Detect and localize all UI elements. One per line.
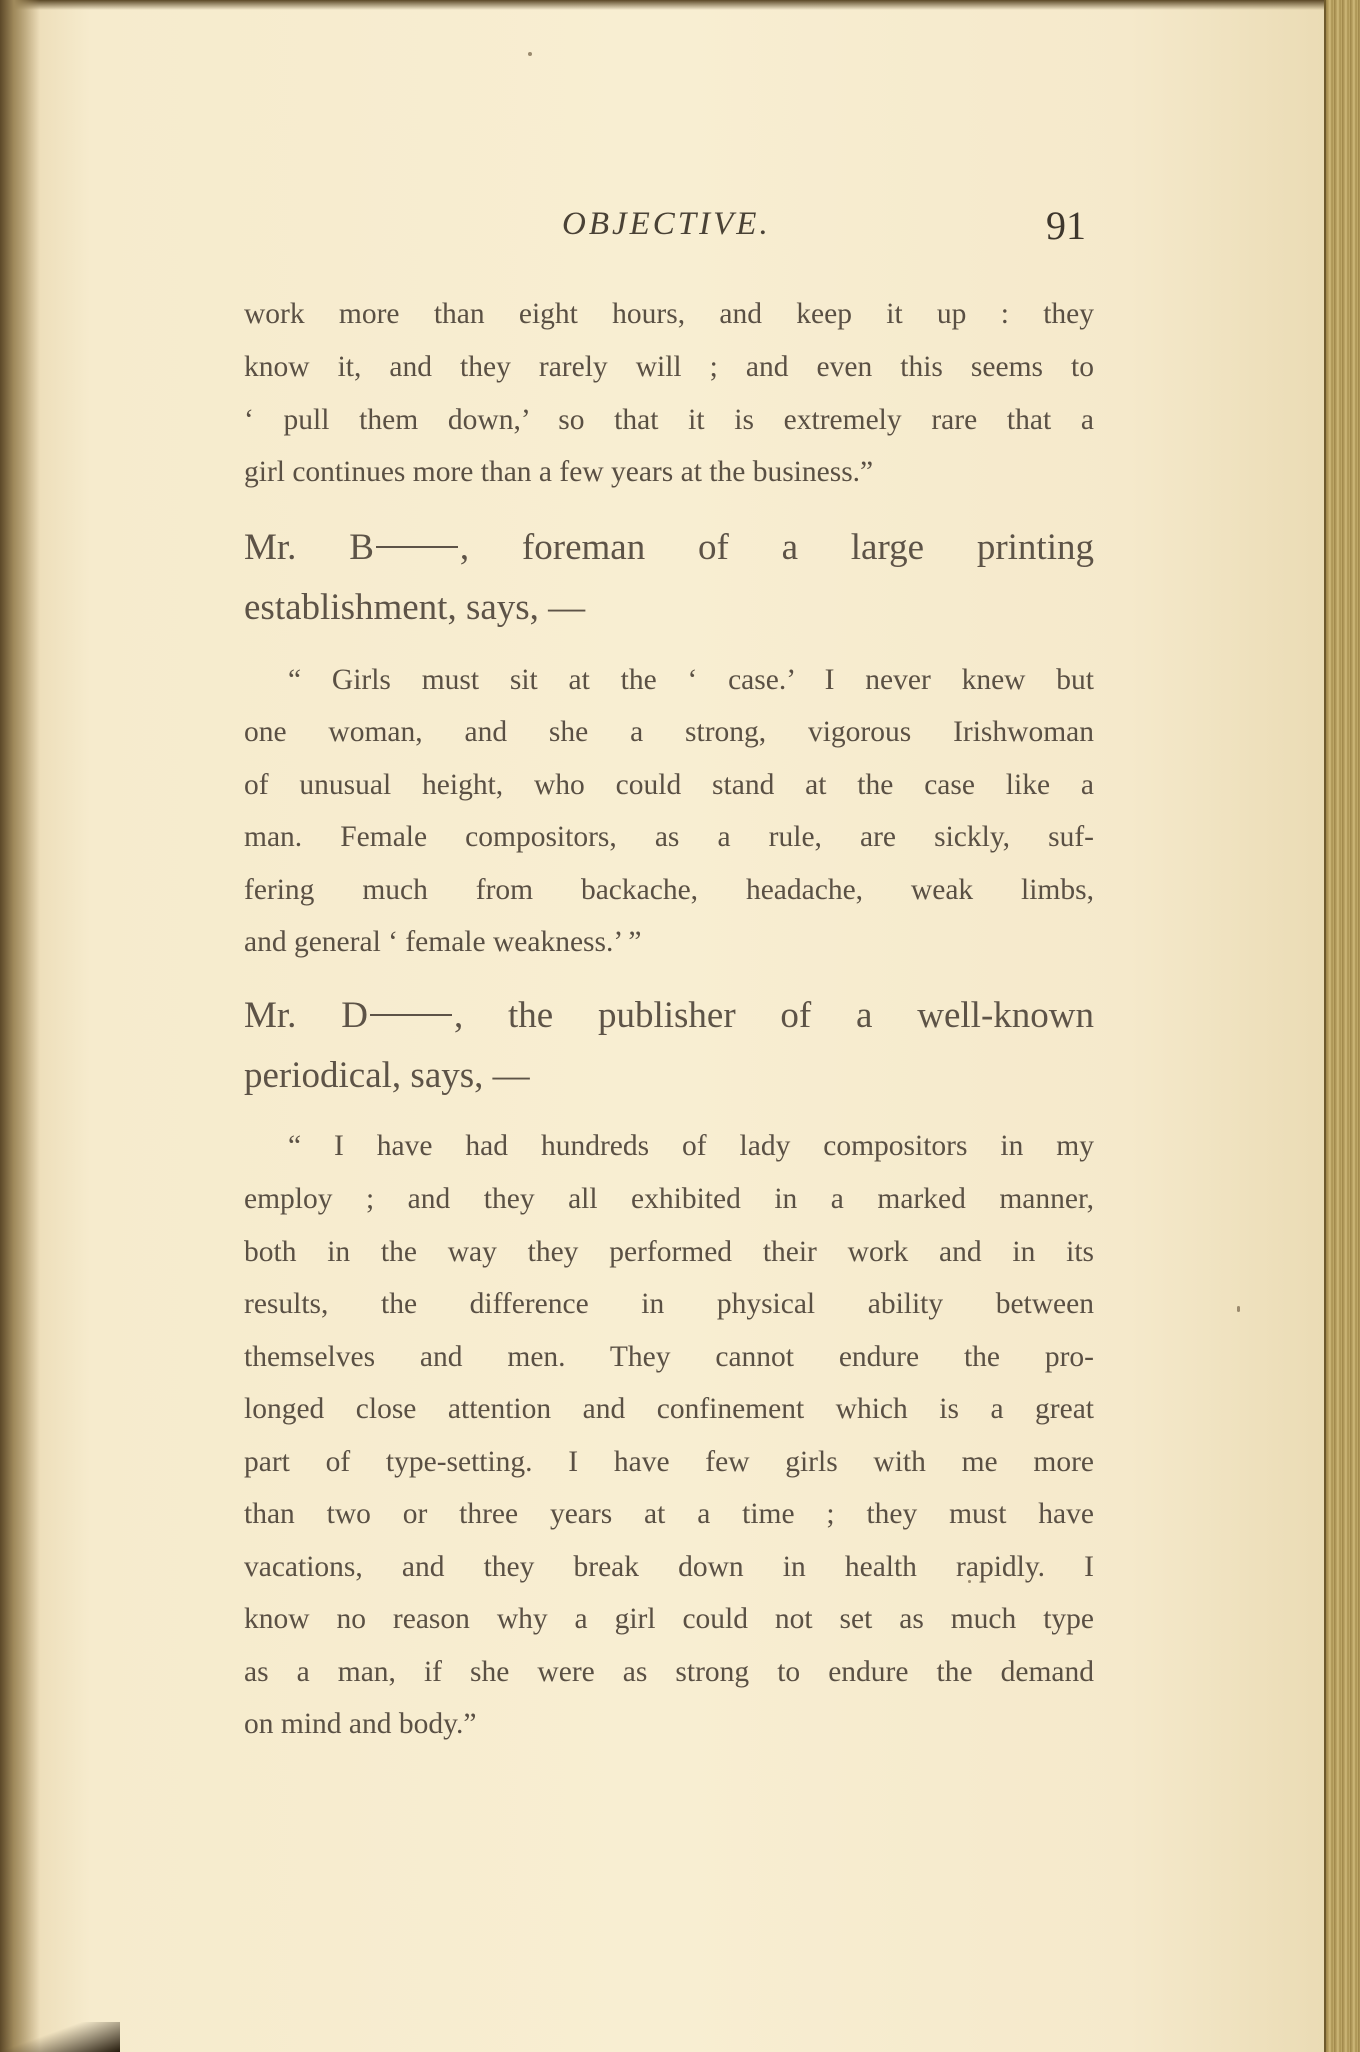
quote-line: longed close attention and confinement which is a great <box>244 1393 1094 1425</box>
speaker-intro-d-line2: periodical, says, — <box>244 1055 530 1096</box>
quote-line: as a man, if she were as strong to endure the demand <box>244 1656 1094 1688</box>
page-gutter <box>0 0 40 2052</box>
quote-line: on mind and body.” <box>244 1708 477 1740</box>
quote-line: one woman, and she a strong, vigorous Irishwoman <box>244 716 1094 748</box>
page-number: 91 <box>1046 203 1086 248</box>
book-page-edges <box>1324 0 1360 2052</box>
quote-line: know no reason why a girl could not set as much type <box>244 1603 1094 1635</box>
quote-line: of unusual height, who could stand at the case like a <box>244 769 1094 801</box>
page-top-shadow <box>0 0 1330 10</box>
quote-line: fering much from backache, headache, weak limbs, <box>244 874 1094 906</box>
quote-line: man. Female compositors, as a rule, are sickly, suf- <box>244 821 1094 853</box>
quote-line: and general ‘ female weakness.’ ” <box>244 926 642 958</box>
speaker-intro-b <box>244 522 1094 574</box>
speaker-intro-d <box>244 990 1094 1042</box>
speaker-name: Mr. D <box>244 995 368 1036</box>
paper-speck <box>528 52 532 56</box>
speaker-intro-b-line2: establishment, says, — <box>244 587 586 628</box>
paragraph-line: girl continues more than a few years at the business.” <box>244 456 874 488</box>
running-title: OBJECTIVE. <box>562 206 771 242</box>
page-corner-shadow <box>0 2022 120 2052</box>
speaker-role: , foreman of a large printing <box>459 527 1094 568</box>
name-dash <box>370 1014 452 1016</box>
paragraph-line: know it, and they rarely will ; and even this seems to <box>244 351 1094 383</box>
paper-speck <box>1237 1306 1240 1312</box>
speaker-name: Mr. B <box>244 527 374 568</box>
name-dash <box>376 546 458 548</box>
quote-line: both in the way they performed their work and in its <box>244 1236 1094 1268</box>
quote-line: employ ; and they all exhibited in a marked manner, <box>244 1183 1094 1215</box>
speaker-role: , the publisher of a well-known <box>453 995 1094 1036</box>
paragraph-line: work more than eight hours, and keep it up : they <box>244 298 1094 330</box>
running-head <box>244 202 1094 252</box>
quote-line: vacations, and they break down in health rapidly. I <box>244 1551 1094 1583</box>
quote-line: part of type-setting. I have few girls with me more <box>244 1446 1094 1478</box>
quote-line: results, the difference in physical ability between <box>244 1288 1094 1320</box>
quote-line: than two or three years at a time ; they must have <box>244 1498 1094 1530</box>
quote-line: themselves and men. They cannot endure the pro- <box>244 1341 1094 1373</box>
paragraph-line: ‘ pull them down,’ so that it is extremely rare that a <box>244 404 1094 436</box>
quote-line: “ I have had hundreds of lady compositors in my <box>288 1130 1094 1162</box>
quote-line: “ Girls must sit at the ‘ case.’ I never knew but <box>288 664 1094 696</box>
